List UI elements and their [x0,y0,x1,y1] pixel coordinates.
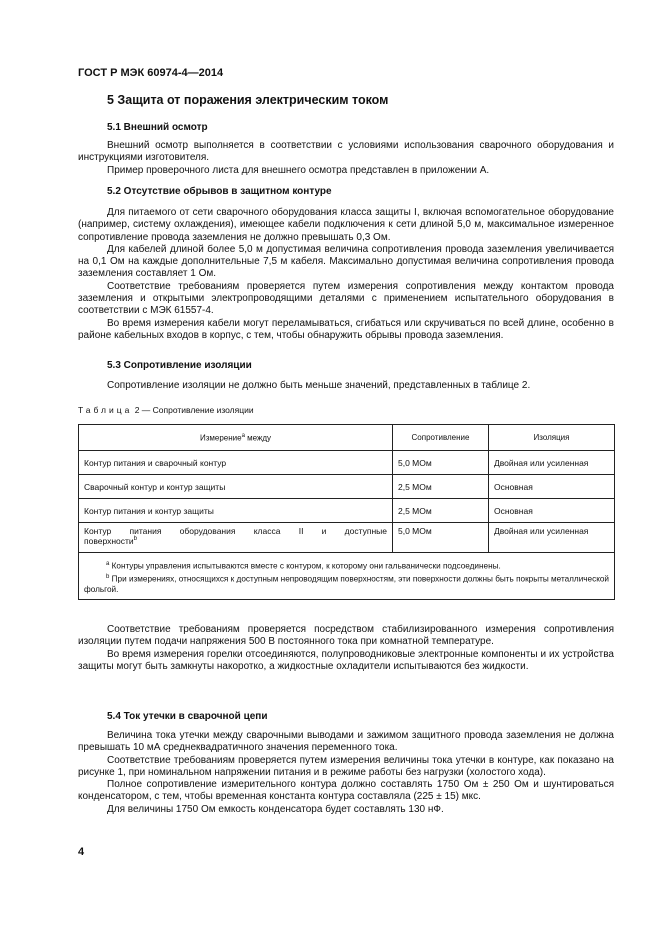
table-header-row [79,425,615,451]
insulation-resistance-table [78,424,615,600]
section-5-2-title: 5.2 Отсутствие обрывов в защитном контуре [107,186,332,197]
paragraph: Соответствие требованиям проверяется посредством стабилизированного измерения сопротивления изоляции путем подачи напряжения 500 В постоянного тока при комнатной температуре. [78,624,614,648]
section-5-4-text [78,730,614,816]
table-caption-word: Таблица [78,405,133,415]
paragraph: Пример проверочного листа для внешнего осмотра представлен в приложении А. [107,164,490,176]
paragraph: Соответствие требованиям проверяется путем измерения величины тока утечки в контуре, как показано на рисунке 1, при номинальном напряжении питания и в режиме работы без нагрузки (холостого хода). [78,754,614,778]
table-caption [78,405,254,415]
paragraph: Для питаемого от сети сварочного оборудования класса защиты I, включая вспомогательное оборудование (например, систему охлаждения), имеющее кабели подключения к сети длиной 5,0 м, максимальное измеренное сопротивление провода заземления не должно превышать 0,3 Ом. [78,207,614,243]
table-caption-text: 2 — Сопротивление изоляции [134,405,254,415]
table-row: Сварочный контур и контур защиты 2,5 МОм Основная [79,475,615,499]
section-5-3-text [78,380,614,392]
table-notes-row [79,553,615,600]
paragraph: Для кабелей длиной более 5,0 м допустимая величина сопротивления провода заземления увеличивается на 0,1 Ом на каждые дополнительные 7,5 м кабеля. Максимально допустимая величина сопротивления провода заземления составляет 1 Ом. [78,243,614,280]
paragraph: Соответствие требованиям проверяется путем измерения сопротивления между контактом провода заземления и открытыми электропроводящими деталями с применением испытательного оборудования в соответствии с МЭК 61557-4. [78,280,614,317]
paragraph: Во время измерения горелки отсоединяются, полупроводниковые электронные компоненты и их устройства защиты могут быть замкнуты накоротко, а жидкостные охладители испытываются без жидкости. [78,648,614,672]
section-5-2-text [78,207,614,342]
paragraph: Внешний осмотр выполняется в соответствии с условиями использования сварочного оборудования и инструкциями изготовителя. [78,140,614,164]
paragraph: Сопротивление изоляции не должно быть меньше значений, представленных в таблице 2. [107,380,531,391]
page-number: 4 [78,846,85,858]
section-5-1-text [78,140,614,177]
section-5-1-title: 5.1 Внешний осмотр [107,122,208,133]
col-measurement-header: Измерение$^a$ между [79,425,393,451]
paragraph: Величина тока утечки между сварочными выводами и зажимом защитного провода заземления не должна превышать 10 мА среднеквадратичного значения переменного тока. [78,730,614,754]
section-5-3-compliance-text [78,624,614,673]
table-row: Контур питания и контур защиты 2,5 МОм Основная [79,499,615,523]
table-row: Контур питания оборудования класса II и доступные поверхности$^b$ 5,0 МОм Двойная или усиленная [79,523,615,553]
table-row: Контур питания и сварочный контур 5,0 МОм Двойная или усиленная [79,451,615,475]
document-header: ГОСТ Р МЭК 60974-4—2014 [78,67,224,79]
section-5-4-title: 5.4 Ток утечки в сварочной цепи [107,711,268,722]
col-insulation-header: Изоляция [489,425,615,451]
col-resistance-header: Сопротивление [393,425,489,451]
paragraph: Во время измерения кабели могут переламываться, сгибаться или скручиваться по всей длине, особенно в районе кабельных входов в корпус, с тем, чтобы обнаружить обрывы провода заземления. [78,317,614,341]
table-note-b: $^b$ При измерениях, относящихся к доступным непроводящим поверхностям, эти поверхности должны быть покрыты металлической фольгой. [84,573,609,595]
paragraph: Полное сопротивление измерительного контура должно составлять 1750 Ом ± 250 Ом и шунтироваться конденсатором, с тем, чтобы временная константа контура составляла (225 ± 15) мкс. [78,779,614,803]
table-note-a: $^a$ Контуры управления испытываются вместе с контуром, к которому они гальванически подсоединены. [106,561,501,571]
section-5-3-title: 5.3 Сопротивление изоляции [107,360,252,371]
paragraph: Для величины 1750 Ом емкость конденсатора будет составлять 130 нФ. [107,803,444,815]
section-5-title: 5 Защита от поражения электрическим током [107,93,389,107]
